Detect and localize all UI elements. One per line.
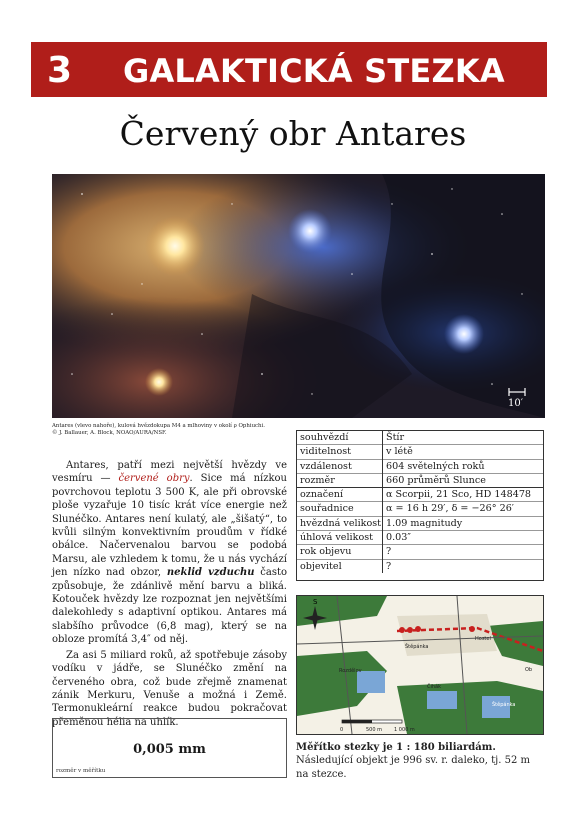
fact-key: úhlová velikost: [297, 531, 383, 545]
fact-row: [297, 445, 543, 459]
fact-value: 1.09 magnitudy: [383, 516, 544, 530]
map-label: Štěpánka: [492, 702, 516, 708]
svg-text:S: S: [313, 598, 318, 606]
photo-scale-label: 10′: [508, 398, 523, 409]
text-run: Antares, patří mezi největší hvězdy ve vesmíru —: [52, 460, 287, 485]
trail-stop-number: 3: [47, 50, 73, 91]
emphasis-air-turbulence: neklid vzduchu: [166, 567, 255, 579]
fact-value: 0.03″: [383, 531, 544, 545]
map-scale-label: 500 m: [366, 727, 383, 733]
fact-row: [297, 516, 543, 530]
scale-size-box: [52, 718, 287, 778]
scaled-size-value: 0,005 mm: [133, 742, 206, 757]
fact-value: 660 průměrů Slunce: [383, 473, 544, 487]
forest-area: [397, 681, 543, 734]
scale-statement: Měřítko stezky je 1 : 180 biliardám.: [296, 742, 496, 753]
map-scale-label: 0: [340, 727, 344, 733]
fact-key: souřadnice: [297, 502, 383, 516]
map-label: Rozdělov: [339, 668, 362, 674]
map-label: Hostel: [475, 636, 491, 642]
fact-key: rok objevu: [297, 545, 383, 559]
fact-row: [297, 431, 543, 445]
photo-caption-text: Antares (vlevo nahoře), kulová hvězdokupa M4 a mlhoviny v okolí ρ Ophiuchi.: [52, 423, 265, 429]
paragraph: [52, 459, 287, 647]
fact-key: vzdálenost: [297, 459, 383, 473]
emphasis-red-giants: červené obry: [118, 473, 190, 485]
text-run: . Sice má nízkou povrchovou teplotu 3 500 K, ale při obrovské ploše vyzařuje 10 tisíc krát více energie než Slunéčko. Antares není kulatý, ale „šišatý“, to kvůli silným konvektivním proudům v řídké obálce. Načervenalou barvou se podobá Marsu, ale vzhledem k tomu, že u nás vychází jen nízko nad obzor,: [52, 473, 287, 579]
fact-key: souhvězdí: [297, 431, 383, 445]
map-scale-label: 1 000 m: [394, 727, 415, 733]
fact-key: rozměr: [297, 473, 383, 487]
fact-row: [297, 545, 543, 559]
fact-value: v létě: [383, 445, 544, 459]
trail-map: [296, 595, 544, 735]
fact-value: α Scorpii, 21 Sco, HD 148478: [383, 488, 544, 502]
fact-row: [297, 559, 543, 573]
header-title: GALAKTICKÁ STEZKA: [123, 52, 505, 90]
photo-caption: [52, 423, 287, 437]
pond: [357, 671, 385, 693]
next-object-note: Následující objekt je 996 sv. r. daleko, tj. 52 m na stezce.: [296, 755, 531, 780]
fact-value: ?: [383, 559, 544, 573]
fact-row: [297, 531, 543, 545]
fact-table: [296, 430, 544, 581]
fact-value: ?: [383, 545, 544, 559]
paragraph: Za asi 5 miliard roků, až spotřebuje zásoby vodíku v jádře, se Slunéčko změní na červeného obra, což bude zřejmě znamenat zánik Merkuru, Venuše a možná i Země. Termonukleární reakce budou pokračovat přeměnou hélia na uhlík.: [52, 649, 287, 728]
fact-value: 604 světelných roků: [383, 459, 544, 473]
text-run: často způsobuje, že zdánlivě mění barvu a bliká. Kotouček hvězdy lze rozpoznat jen největšími dalekohledy s adaptivní optikou. Antares má slabšího průvodce (6,8 mag), který se na obloze promítá 3,4″ od něj.: [52, 567, 287, 646]
page-title: Červený obr Antares: [119, 114, 467, 153]
map-label: Ob: [525, 667, 533, 673]
fact-row: [297, 459, 543, 473]
photo-credit: © J. Ballauer, A. Block, NOAO/AURA/NSF.: [52, 430, 167, 436]
fact-key: označení: [297, 488, 383, 502]
fact-key: hvězdná velikost: [297, 516, 383, 530]
fact-row: [297, 473, 543, 487]
fact-key: viditelnost: [297, 445, 383, 459]
map-caption: [296, 741, 542, 781]
fact-key: objevitel: [297, 559, 383, 573]
fact-value: α = 16 h 29′, δ = −26° 26′: [383, 502, 544, 516]
nebula-photo: [52, 174, 545, 418]
pond: [427, 691, 457, 709]
map-label: Štěpánka: [405, 644, 429, 650]
header-banner: [31, 42, 547, 97]
fact-value: Štír: [386, 432, 405, 443]
map-label: Čihák: [427, 684, 442, 690]
fact-row: [297, 488, 543, 502]
article-body: [52, 459, 287, 729]
fact-row: [297, 502, 543, 516]
scaled-size-label: rozměr v měřítku: [56, 768, 106, 774]
